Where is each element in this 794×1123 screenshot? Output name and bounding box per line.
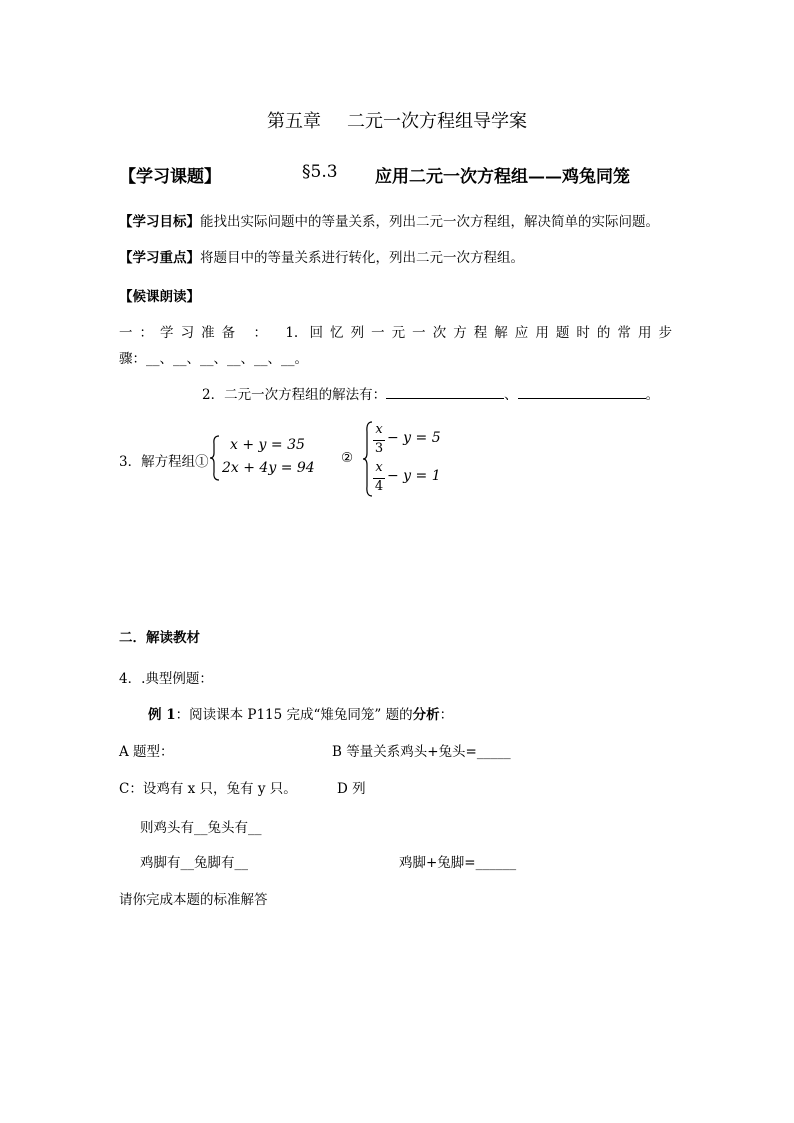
question-3-label: 3．解方程组① [119,454,209,470]
part-d-list: D 列 [337,781,366,797]
prep-question-1-steps: 骤：__、__、__、__、__、__。 [119,351,308,367]
question-3-part-2-marker: ② [341,450,354,466]
example-1 [148,703,453,723]
prep-question-1: 一：学习准备 ： 1. 回忆列一元一次方程解应用题时的常用步 [119,325,672,341]
focus-text: 将题目中的等量关系进行转化，列出二元一次方程组。 [200,250,524,266]
feet-line: 鸡脚有__兔脚有__ [140,855,248,871]
system-1-equation-2: 2x + 4y = 94 [222,460,315,476]
focus-label: 【学习重点】 [119,250,200,266]
section-2-heading: 二．解读教材 [119,630,200,646]
learning-focus [119,246,524,266]
example-1-label: 例 1 [148,707,176,723]
example-1-analysis: 分析 [412,707,440,723]
example-1-text: ：阅读课本 P115 完成“雉兔同笼” 题的 [175,707,413,723]
finish-instruction: 请你完成本题的标准解答 [119,892,268,908]
question-2-text: 2．二元一次方程组的解法有： [202,387,387,403]
answer-blank-1[interactable] [386,384,504,399]
question-2-end: 。 [645,387,660,403]
system-1-equation-1: x + y = 35 [230,437,305,453]
question-2-separator: 、 [504,387,518,403]
part-a-type: A 题型： [119,744,174,760]
learning-goal [119,210,659,230]
system-2-eq2-denominator: 4 [374,479,384,494]
system-1-brace [209,434,221,482]
part-b-relation: B 等量关系鸡头+兔头=_____ [332,744,511,760]
system-2-eq1-rest: − y = 5 [387,430,441,446]
system-2-eq2-numerator: x [375,460,383,475]
topic-title: 应用二元一次方程组——鸡兔同笼 [375,167,630,187]
answer-blank-2[interactable] [518,384,646,399]
chapter-title: 二元一次方程组导学案 [347,111,527,132]
chapter-number: 第五章 [267,111,321,132]
goal-text: 能找出实际问题中的等量关系，列出二元一次方程组，解决简单的实际问题。 [200,214,659,230]
system-2-eq1-denominator: 3 [374,441,384,456]
example-1-colon: ： [439,707,454,723]
part-c-let: C：设鸡有 x 只，兔有 y 只。 [119,781,297,797]
question-4: 4．.典型例题： [119,671,213,687]
page-title [0,107,794,133]
topic-label: 【学习课题】 [119,167,221,187]
preview-label: 【候课朗读】 [119,289,200,305]
feet-sum-line: 鸡脚+兔脚=______ [399,855,517,871]
system-2-brace [362,420,374,498]
topic-section: §5.3 [302,162,338,182]
heads-line: 则鸡头有__兔头有__ [140,820,262,836]
system-2-eq2-rest: − y = 1 [387,468,441,484]
goal-label: 【学习目标】 [119,214,200,230]
question-2 [202,383,659,403]
system-2-eq1-numerator: x [375,422,383,437]
